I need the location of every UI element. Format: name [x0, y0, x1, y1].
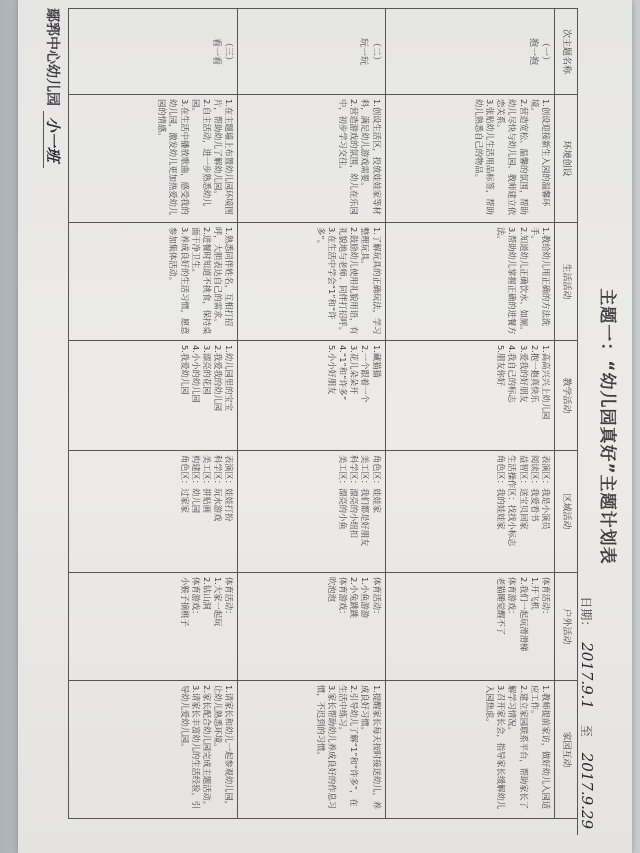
outdoor-cell: 体育活动： 1.开飞机 2.我们一起玩滑滑梯 体育游戏： 老猫睡觉醒不了 — [385, 573, 554, 681]
date-to-label: 至 — [579, 724, 593, 737]
table-row — [238, 9, 385, 819]
teach-cell: 1.高高兴兴上幼儿园 2.抱一抱真快乐 3.爱我的好朋友 4.我自己的标志 5.朋友你好 — [385, 341, 554, 451]
table-row — [385, 9, 554, 819]
area-cell: 表演区：我是小演员 阅读区：我爱看书 益智区：送宝贝回家 生活操作区：找找小标志 角色区：我的娃娃家 — [385, 451, 554, 573]
home-cell: 1.教师提前家访，做好幼儿入园适应工作。 2.建立家园联系平台，帮助家长了解学习情况。 3.召开家长会，指导家长缓解幼儿入园焦虑。 — [385, 681, 554, 819]
school-info — [43, 8, 64, 168]
column-header: 家园互动 — [555, 681, 578, 819]
home-cell: 1.提醒家长每天按时接送幼儿，养成良好习惯。 2.引导幼儿了解“1”和“许多”，在生活中练习。 3.家长帮助幼儿养成良好的作息习惯，不迟到的习惯。 — [238, 681, 385, 819]
area-cell: 表演区：娃娃打扮 科学区：玩水游戏 美工区：拼贴画 构建区：幼儿园 角色区：过家家 — [69, 451, 238, 573]
date-label: 日期： — [579, 596, 593, 633]
date-from: 2017.9.1 — [577, 636, 596, 715]
table-row — [69, 9, 238, 819]
table-header-row — [555, 9, 578, 819]
outdoor-cell: 体育活动： 1.小鱼游游 2.小兔跳跳 体育游戏： 吹泡泡 — [238, 573, 385, 681]
column-header: 次主题名称 — [555, 9, 578, 95]
life-cell: 1.熟悉同伴姓名，互相打招呼，大胆表达自己的需求。 2.进餐时知道不挑食，保持桌面干净卫生。 3.养成良好的生活习惯，愿意参加集体活动。 — [69, 223, 238, 341]
life-cell: 1.教给幼儿用正确的方法洗手。 2.知道幼儿正确饮水、如厕。 3.帮助幼儿掌握正确的进餐方法。 — [385, 223, 554, 341]
column-header: 环境创设 — [555, 95, 578, 223]
area-cell: 角色区：娃娃家 美工区：我们都是好朋友 科学区：漂亮的小纽扣 美工区：漂亮的小鱼 — [238, 451, 385, 573]
rotated-plan-sheet — [18, 0, 640, 853]
env-cell: 1.创设迎接新生入园的温馨环境。 2.营造宽松、温馨的氛围，帮助幼儿尽快与幼儿园、教师建立依恋关系。 3.张贴幼儿生活用品标签，帮助幼儿熟悉自己的物品。 — [385, 95, 554, 223]
life-cell: 1.了解玩具的正确玩法，学习整理玩具。 2.鼓励幼儿使用礼貌用语，有礼貌地与老师、同伴打招呼。 3.在生活中学会“1”和“许多”。 — [238, 223, 385, 341]
teach-cell: 1.藏猫猫 2.一个跟着一个 3.花儿朵朵开 4.“1”和“许多” 5.小小好朋友 — [238, 341, 385, 451]
env-cell: 1.在主题墙上布置幼儿园环境图片，帮助幼儿了解幼儿园。 2.自主活动，进一步熟悉幼儿园。 3.在生活中播放歌曲，感受我的幼儿园，激发幼儿更加热爱幼儿园的情感。 — [69, 95, 238, 223]
column-header: 教学活动 — [555, 341, 578, 451]
outdoor-cell: 体育活动： 1.大家一起玩 2.钻山洞 体育游戏： 小猴子摘桃子 — [69, 573, 238, 681]
env-cell: 1.创设生活区，投放娃娃家等材料，满足幼儿游戏需要。 2.营造游戏的氛围，幼儿在乐园中，初步学习交往。 — [238, 95, 385, 223]
home-cell: 1.请家长和幼儿一起参观幼儿园，让幼儿熟悉环境。 2.家长配合幼儿园完成主题活动。 3.请家长丰富幼儿的生活经验，引导幼儿爱幼儿园。 — [69, 681, 238, 819]
class-name: 小一班 — [43, 111, 62, 168]
column-header: 户外活动 — [555, 573, 578, 681]
date-range — [577, 596, 596, 835]
school-name: 鄢郛中心幼儿园 — [44, 8, 60, 106]
sub-theme-name: （三） 看一看 — [69, 9, 238, 95]
date-to: 2017.9.29 — [577, 747, 596, 835]
sub-theme-name: （二） 玩一玩 — [238, 9, 385, 95]
page-title: 主题一：“幼儿园真好”主题计划表 — [597, 288, 617, 565]
column-header: 生活活动 — [555, 223, 578, 341]
plan-table — [68, 8, 578, 819]
column-header: 区域活动 — [555, 451, 578, 573]
sub-theme-name: （一） 抱一抱 — [385, 9, 554, 95]
teach-cell: 1.幼儿园里的宝宝 2.我爱我的幼儿园 3.漂亮的花园 4.小小的幼儿园 5.我爱幼儿园 — [69, 341, 238, 451]
